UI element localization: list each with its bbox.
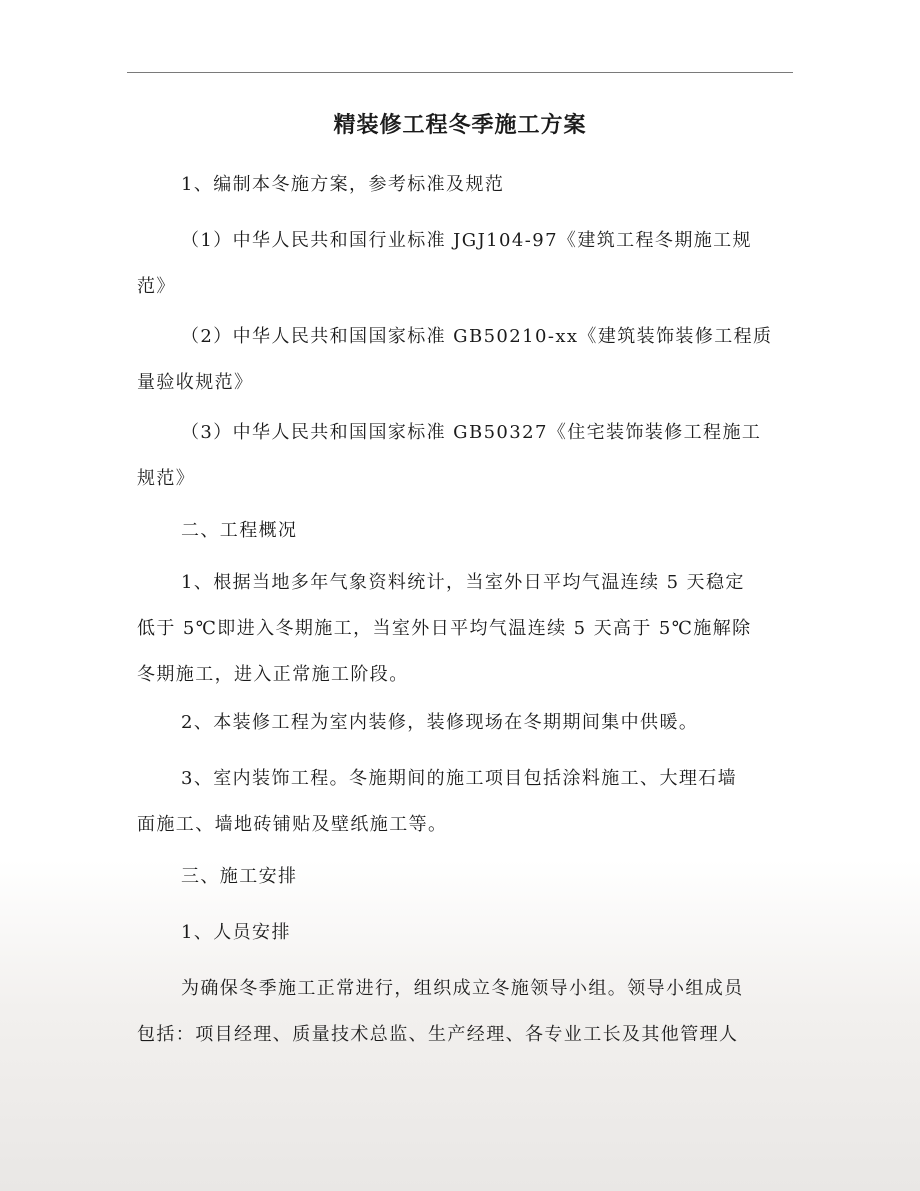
paragraph-line: 1、根据当地多年气象资料统计，当室外日平均气温连续 5 天稳定 xyxy=(181,572,745,593)
paragraph-line: （1）中华人民共和国行业标准 JGJ104-97《建筑工程冬期施工规 xyxy=(181,230,752,251)
paragraph-line: 2、本装修工程为室内装修，装修现场在冬期期间集中供暖。 xyxy=(181,712,699,733)
paragraph-line: 包括：项目经理、质量技术总监、生产经理、各专业工长及其他管理人 xyxy=(137,1024,739,1045)
section-heading-arrangement xyxy=(137,854,787,900)
paragraph-line: 低于 5℃即进入冬期施工，当室外日平均气温连续 5 天高于 5℃施解除 xyxy=(137,618,752,639)
section-heading-overview xyxy=(137,508,787,554)
paragraph-line: （3）中华人民共和国国家标准 GB50327《住宅装饰装修工程施工 xyxy=(181,422,762,443)
paragraph-line: 冬期施工，进入正常施工阶段。 xyxy=(137,664,409,685)
header-rule xyxy=(127,72,793,73)
paragraph-line: 三、施工安排 xyxy=(181,866,298,887)
subheading-staffing xyxy=(137,910,787,956)
paragraph-standard-2 xyxy=(137,314,787,406)
paragraph-line: 1、编制本冬施方案，参考标准及规范 xyxy=(181,174,505,195)
paragraph-line: 面施工、墙地砖铺贴及壁纸施工等。 xyxy=(137,814,448,835)
paragraph-line: （2）中华人民共和国国家标准 GB50210-xx《建筑装饰装修工程质 xyxy=(181,326,773,347)
document-title: 精装修工程冬季施工方案 xyxy=(333,112,587,138)
paragraph-standard-1 xyxy=(137,218,787,310)
paragraph-staffing xyxy=(137,966,787,1058)
paragraph-line: 规范》 xyxy=(137,468,196,489)
paragraph-standard-3 xyxy=(137,410,787,502)
paragraph-line: 量验收规范》 xyxy=(137,372,254,393)
paragraph-overview-1 xyxy=(137,560,787,698)
paragraph-overview-2 xyxy=(137,700,787,746)
paragraph-line: 3、室内装饰工程。冬施期间的施工项目包括涂料施工、大理石墙 xyxy=(181,768,738,789)
paragraph-line: 二、工程概况 xyxy=(181,520,298,541)
paragraph-overview-3 xyxy=(137,756,787,848)
paragraph-line: 为确保冬季施工正常进行，组织成立冬施领导小组。领导小组成员 xyxy=(181,978,744,999)
paragraph-line: 范》 xyxy=(137,276,176,297)
paragraph-line: 1、人员安排 xyxy=(181,922,291,943)
paragraph-standards-intro xyxy=(137,162,787,208)
